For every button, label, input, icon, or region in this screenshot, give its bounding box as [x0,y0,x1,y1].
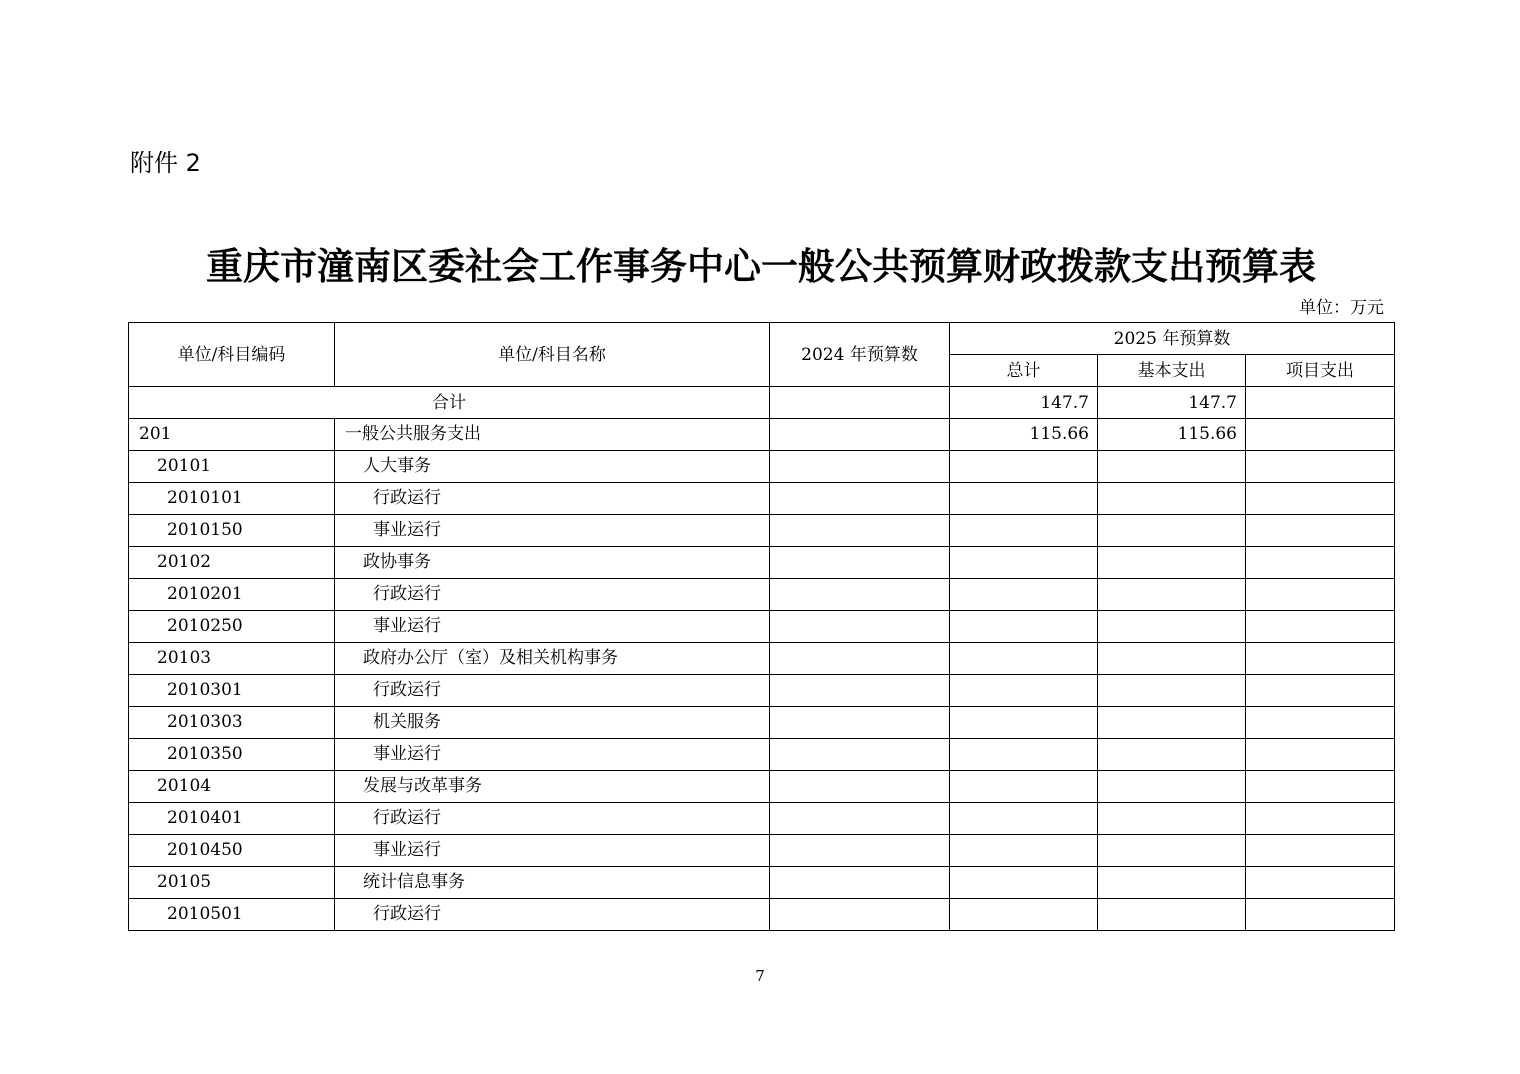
cell-basic [1098,835,1246,867]
cell-budget-2024 [770,707,950,739]
cell-project [1246,579,1395,611]
cell-total [950,451,1098,483]
table-row [129,739,1395,771]
cell-total: 115.66 [950,419,1098,451]
table-header [129,323,1395,387]
total-label: 合计 [129,387,770,419]
cell-total [950,547,1098,579]
cell-name: 行政运行 [335,899,770,931]
table-row [129,451,1395,483]
cell-budget-2024 [770,771,950,803]
cell-code: 2010450 [129,835,335,867]
cell-project [1246,899,1395,931]
cell-name: 人大事务 [335,451,770,483]
cell-basic [1098,451,1246,483]
cell-name: 统计信息事务 [335,867,770,899]
cell-total [950,899,1098,931]
total-budget-2024 [770,387,950,419]
table-row [129,835,1395,867]
cell-total [950,515,1098,547]
cell-basic: 115.66 [1098,419,1246,451]
total-row [129,387,1395,419]
cell-basic [1098,675,1246,707]
cell-total [950,835,1098,867]
table-body [129,387,1395,931]
cell-code: 201 [129,419,335,451]
cell-project [1246,419,1395,451]
cell-basic [1098,707,1246,739]
header-budget-2024: 2024 年预算数 [770,323,950,387]
cell-budget-2024 [770,547,950,579]
table-row [129,611,1395,643]
cell-code: 2010150 [129,515,335,547]
table-row [129,579,1395,611]
cell-code: 20105 [129,867,335,899]
table-row [129,483,1395,515]
cell-basic [1098,739,1246,771]
cell-budget-2024 [770,419,950,451]
cell-budget-2024 [770,579,950,611]
cell-total [950,643,1098,675]
cell-code: 2010501 [129,899,335,931]
cell-basic [1098,483,1246,515]
header-basic: 基本支出 [1098,355,1246,387]
cell-project [1246,803,1395,835]
table-row [129,419,1395,451]
cell-name: 政府办公厅（室）及相关机构事务 [335,643,770,675]
table-row [129,675,1395,707]
cell-basic [1098,611,1246,643]
table-row [129,803,1395,835]
cell-total [950,483,1098,515]
cell-project [1246,771,1395,803]
cell-code: 2010301 [129,675,335,707]
cell-budget-2024 [770,803,950,835]
table-row [129,515,1395,547]
cell-code: 2010101 [129,483,335,515]
cell-total [950,675,1098,707]
cell-budget-2024 [770,451,950,483]
cell-name: 事业运行 [335,611,770,643]
cell-basic [1098,515,1246,547]
header-name: 单位/科目名称 [335,323,770,387]
cell-budget-2024 [770,611,950,643]
cell-name: 行政运行 [335,579,770,611]
cell-code: 2010401 [129,803,335,835]
cell-budget-2024 [770,899,950,931]
cell-total [950,739,1098,771]
cell-code: 20102 [129,547,335,579]
cell-name: 行政运行 [335,803,770,835]
budget-table [128,322,1395,931]
page-number: 7 [755,967,765,985]
cell-name: 事业运行 [335,835,770,867]
table-row [129,547,1395,579]
cell-budget-2024 [770,483,950,515]
cell-project [1246,547,1395,579]
cell-name: 政协事务 [335,547,770,579]
cell-budget-2024 [770,675,950,707]
table-row [129,771,1395,803]
cell-project [1246,483,1395,515]
cell-name: 行政运行 [335,483,770,515]
total-project [1246,387,1395,419]
cell-project [1246,611,1395,643]
cell-name: 行政运行 [335,675,770,707]
table-row [129,707,1395,739]
cell-total [950,579,1098,611]
cell-project [1246,643,1395,675]
header-budget-2025: 2025 年预算数 [950,323,1395,355]
cell-basic [1098,771,1246,803]
cell-code: 2010303 [129,707,335,739]
cell-budget-2024 [770,867,950,899]
cell-name: 事业运行 [335,739,770,771]
cell-project [1246,867,1395,899]
header-project: 项目支出 [1246,355,1395,387]
cell-name: 一般公共服务支出 [335,419,770,451]
cell-code: 2010201 [129,579,335,611]
cell-basic [1098,579,1246,611]
cell-code: 20104 [129,771,335,803]
cell-total [950,803,1098,835]
cell-code: 20103 [129,643,335,675]
header-code: 单位/科目编码 [129,323,335,387]
cell-budget-2024 [770,739,950,771]
cell-basic [1098,547,1246,579]
cell-basic [1098,643,1246,675]
cell-basic [1098,803,1246,835]
cell-project [1246,835,1395,867]
cell-basic [1098,867,1246,899]
cell-project [1246,675,1395,707]
cell-budget-2024 [770,643,950,675]
unit-label: 单位：万元 [1299,298,1384,318]
attachment-label: 附件 2 [130,149,201,177]
cell-name: 事业运行 [335,515,770,547]
cell-code: 2010250 [129,611,335,643]
cell-basic [1098,899,1246,931]
cell-project [1246,451,1395,483]
total-total: 147.7 [950,387,1098,419]
table-row [129,899,1395,931]
table-row [129,643,1395,675]
cell-budget-2024 [770,515,950,547]
cell-project [1246,739,1395,771]
cell-project [1246,515,1395,547]
cell-code: 20101 [129,451,335,483]
table-row [129,867,1395,899]
page-title: 重庆市潼南区委社会工作事务中心一般公共预算财政拨款支出预算表 [206,244,1316,288]
cell-total [950,611,1098,643]
cell-budget-2024 [770,835,950,867]
header-total: 总计 [950,355,1098,387]
total-basic: 147.7 [1098,387,1246,419]
cell-total [950,707,1098,739]
cell-total [950,867,1098,899]
cell-name: 机关服务 [335,707,770,739]
cell-name: 发展与改革事务 [335,771,770,803]
cell-project [1246,707,1395,739]
cell-code: 2010350 [129,739,335,771]
cell-total [950,771,1098,803]
